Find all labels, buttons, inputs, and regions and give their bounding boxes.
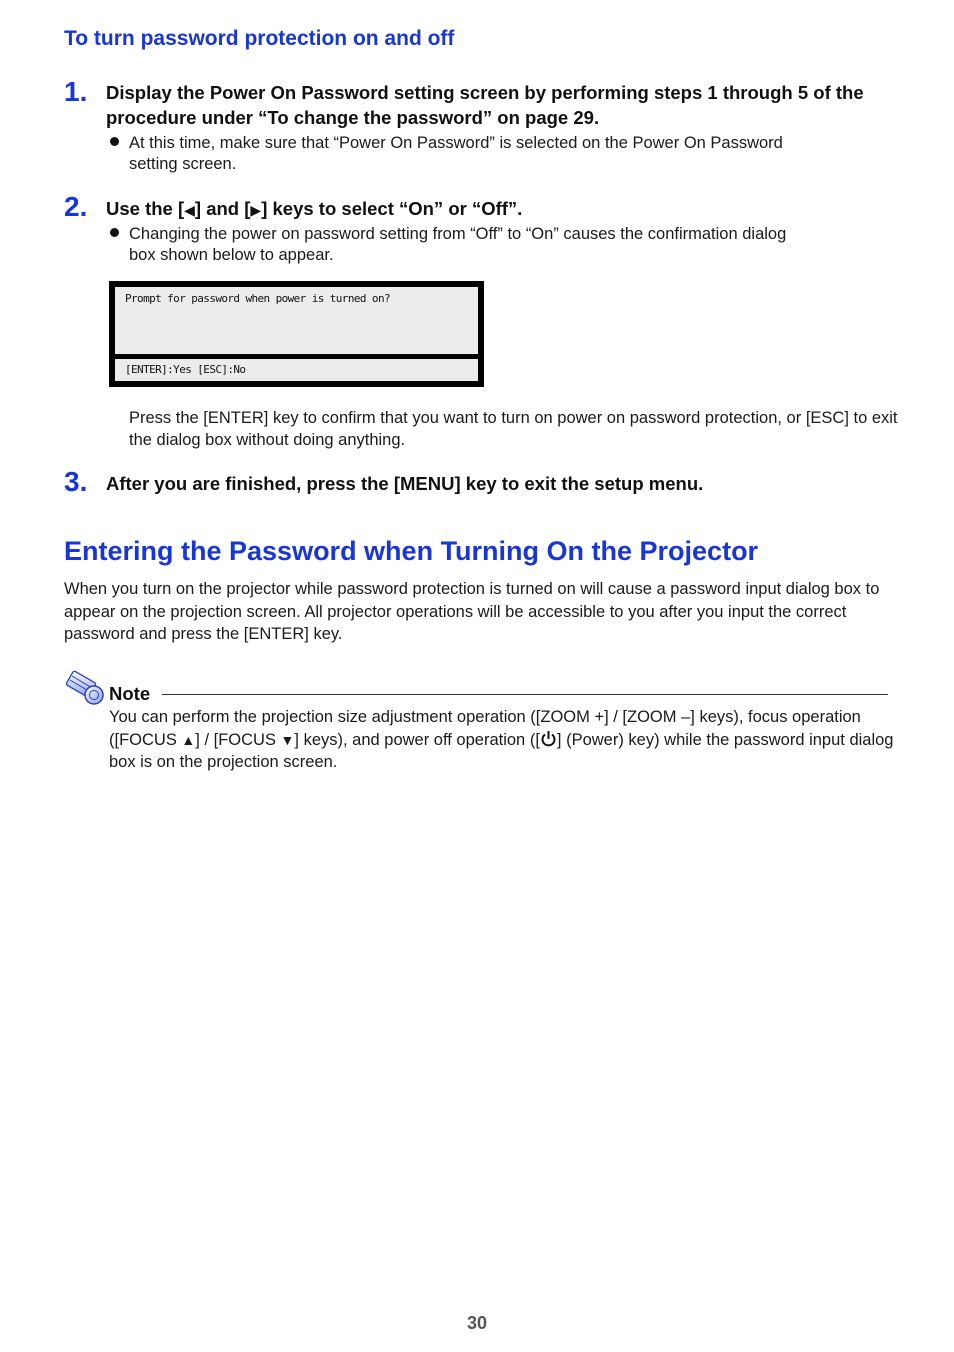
step-2-number: 2. xyxy=(64,191,88,222)
note-text-part4: ] (Power) key) while the password input dialog box is on the projection screen. xyxy=(109,730,894,771)
down-triangle-icon: ▼ xyxy=(280,731,295,748)
bullet-text: Changing the power on password setting from “Off” to “On” causes the confirmation dialog xyxy=(129,225,787,243)
bullet-text: At this time, make sure that “Power On Password” is selected on the Power On Password xyxy=(129,134,783,152)
confirmation-dialog-image xyxy=(109,281,484,387)
step-2-text xyxy=(106,196,896,223)
step-2-text-c: ] keys to select “On” or “Off”. xyxy=(261,198,523,219)
note-divider xyxy=(162,694,888,695)
step-2-text-b: ] and [ xyxy=(194,198,251,219)
bullet-icon xyxy=(110,228,119,237)
dialog-keys: [ENTER]:Yes [ESC]:No xyxy=(115,359,478,381)
up-triangle-icon: ▲ xyxy=(181,731,196,748)
right-key-icon: ▶ xyxy=(250,202,262,218)
section-title: Entering the Password when Turning On the Projector xyxy=(64,536,759,566)
step-3-text: After you are finished, press the [MENU] key to exit the setup menu. xyxy=(106,473,704,494)
step-1-number: 1. xyxy=(64,76,88,107)
bullet-text-continued: setting screen. xyxy=(129,155,237,173)
note-pencil-icon xyxy=(66,666,106,706)
subheading: To turn password protection on and off xyxy=(64,27,455,50)
step-1-text: Display the Power On Password setting screen by performing steps 1 through 5 of the procedure under “To change the password” on page 29. xyxy=(106,82,864,128)
power-icon xyxy=(540,730,557,748)
bullet-icon xyxy=(110,137,119,146)
bullet-text-continued: box shown below to appear. xyxy=(129,246,334,264)
step-1-bullet xyxy=(110,133,880,175)
note-text-part1: You can perform the projection size adjustment operation ([ZOOM +] / [ZOOM –] keys), focus operation ([FOCUS xyxy=(109,708,861,749)
dialog-prompt: Prompt for password when power is turned on? xyxy=(115,287,478,354)
step-2-text-a: Use the [ xyxy=(106,198,185,219)
section-body: When you turn on the projector while password protection is turned on will cause a password input dialog box to appear on the projection screen. All projector operations will be accessible to you after you input the correct password and press the [ENTER] key. xyxy=(64,580,880,643)
page-number: 30 xyxy=(466,1313,488,1333)
note-text-part2: ] / [FOCUS xyxy=(195,730,281,749)
note-label: Note xyxy=(109,683,151,704)
step-3-number: 3. xyxy=(64,466,88,497)
left-key-icon: ◀ xyxy=(184,202,195,218)
note-text xyxy=(109,706,899,774)
note-text-part3: ] keys), and power off operation ([ xyxy=(294,730,540,749)
step-2-after-dialog: Press the [ENTER] key to confirm that you want to turn on power on password protection, or [ESC] to exit the dialog box without doing anything. xyxy=(129,409,898,449)
step-2-bullet xyxy=(110,224,880,266)
